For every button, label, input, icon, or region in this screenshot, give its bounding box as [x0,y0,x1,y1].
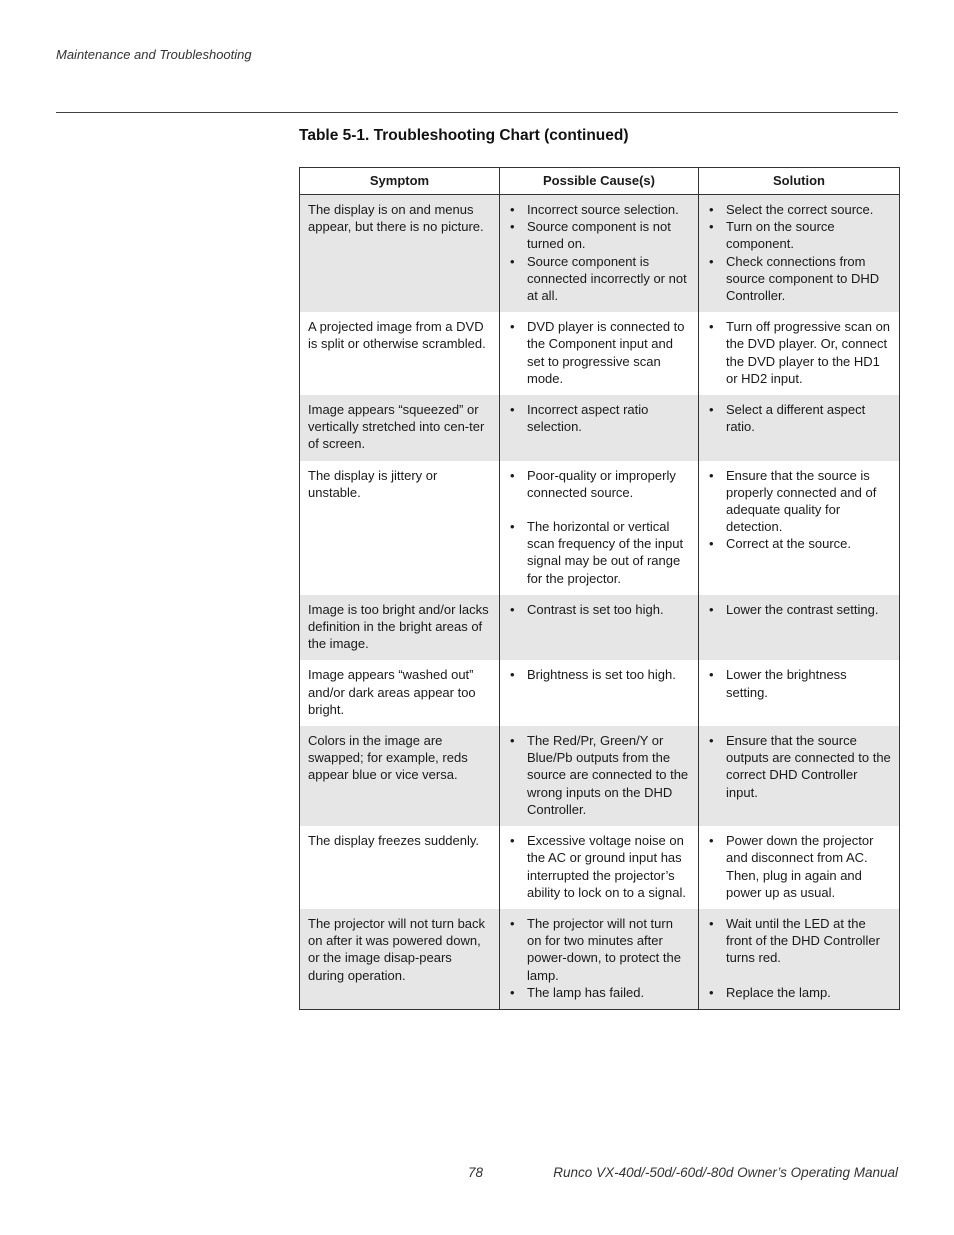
table-row [300,312,900,395]
cause-item: • Poor-quality or improperly connected source. [508,467,690,501]
causes-cell [500,395,699,461]
solution-item: • Check connections from source component to DHD Controller. [707,253,891,305]
solution-item: • Replace the lamp. [707,984,891,1001]
table-row [300,461,900,595]
table-row [300,195,900,313]
symptom-cell: Colors in the image are swapped; for example, reds appear blue or vice versa. [300,726,500,826]
table-row [300,660,900,726]
symptom-cell: The display freezes suddenly. [300,826,500,909]
table-row [300,826,900,909]
symptom-cell: Image is too bright and/or lacks definition in the bright areas of the image. [300,595,500,661]
cause-item: • Incorrect source selection. [508,201,690,218]
table-row [300,595,900,661]
table-row [300,909,900,1010]
solution-cell [699,826,900,909]
cause-item: • The lamp has failed. [508,984,690,1001]
column-header-solution: Solution [699,168,900,195]
column-header-causes: Possible Cause(s) [500,168,699,195]
causes-cell [500,909,699,1010]
solution-item: • Select the correct source. [707,201,891,218]
causes-cell [500,660,699,726]
symptom-cell: The display is on and menus appear, but there is no picture. [300,195,500,313]
table-row [300,395,900,461]
solution-cell [699,726,900,826]
solution-item: • Correct at the source. [707,535,891,552]
causes-cell [500,726,699,826]
header-rule [56,112,898,113]
solution-cell [699,660,900,726]
cause-item: • The Red/Pr, Green/Y or Blue/Pb outputs from the source are connected to the wrong inputs on the DHD Controller. [508,732,690,818]
solution-cell [699,595,900,661]
symptom-cell: The display is jittery or unstable. [300,461,500,595]
causes-cell [500,312,699,395]
causes-cell [500,461,699,595]
symptom-cell: Image appears “squeezed” or vertically stretched into cen-ter of screen. [300,395,500,461]
column-header-symptom: Symptom [300,168,500,195]
cause-item: • Contrast is set too high. [508,601,690,618]
solution-item: • Wait until the LED at the front of the DHD Controller turns red. [707,915,891,967]
solution-item: • Turn off progressive scan on the DVD player. Or, connect the DVD player to the HD1 or HD2 input. [707,318,891,387]
symptom-cell: A projected image from a DVD is split or otherwise scrambled. [300,312,500,395]
cause-item: • Source component is not turned on. [508,218,690,252]
cause-item: • Source component is connected incorrectly or not at all. [508,253,690,305]
solution-item: • Ensure that the source is properly connected and of adequate quality for detection. [707,467,891,536]
solution-item: • Ensure that the source outputs are connected to the correct DHD Controller input. [707,732,891,801]
cause-item: • DVD player is connected to the Component input and set to progressive scan mode. [508,318,690,387]
solution-item: • Lower the brightness setting. [707,666,891,700]
cause-item: • Incorrect aspect ratio selection. [508,401,690,435]
table-header-row [300,168,900,195]
causes-cell [500,826,699,909]
solution-item: • Turn on the source component. [707,218,891,252]
solution-item: • Select a different aspect ratio. [707,401,891,435]
solution-cell [699,195,900,313]
causes-cell [500,595,699,661]
manual-title: Runco VX-40d/-50d/-60d/-80d Owner’s Operating Manual [553,1165,898,1180]
solution-cell [699,395,900,461]
symptom-cell: Image appears “washed out” and/or dark areas appear too bright. [300,660,500,726]
cause-item: • Brightness is set too high. [508,666,690,683]
solution-item: • Lower the contrast setting. [707,601,891,618]
causes-cell [500,195,699,313]
solution-cell [699,312,900,395]
symptom-cell: The projector will not turn back on after it was powered down, or the image disap-pears during operation. [300,909,500,1010]
cause-item: • The horizontal or vertical scan frequency of the input signal may be out of range for the projector. [508,518,690,587]
cause-item: • Excessive voltage noise on the AC or ground input has interrupted the projector’s ability to lock on to a signal. [508,832,690,901]
solution-item: • Power down the projector and disconnect from AC. Then, plug in again and power up as usual. [707,832,891,901]
table-row [300,726,900,826]
page-number: 78 [468,1165,484,1180]
cause-item: • The projector will not turn on for two minutes after power-down, to protect the lamp. [508,915,690,984]
solution-cell [699,909,900,1010]
solution-cell [699,461,900,595]
running-header: Maintenance and Troubleshooting [56,47,252,62]
troubleshooting-table [299,167,900,1010]
table-title: Table 5-1. Troubleshooting Chart (continued) [299,127,629,144]
